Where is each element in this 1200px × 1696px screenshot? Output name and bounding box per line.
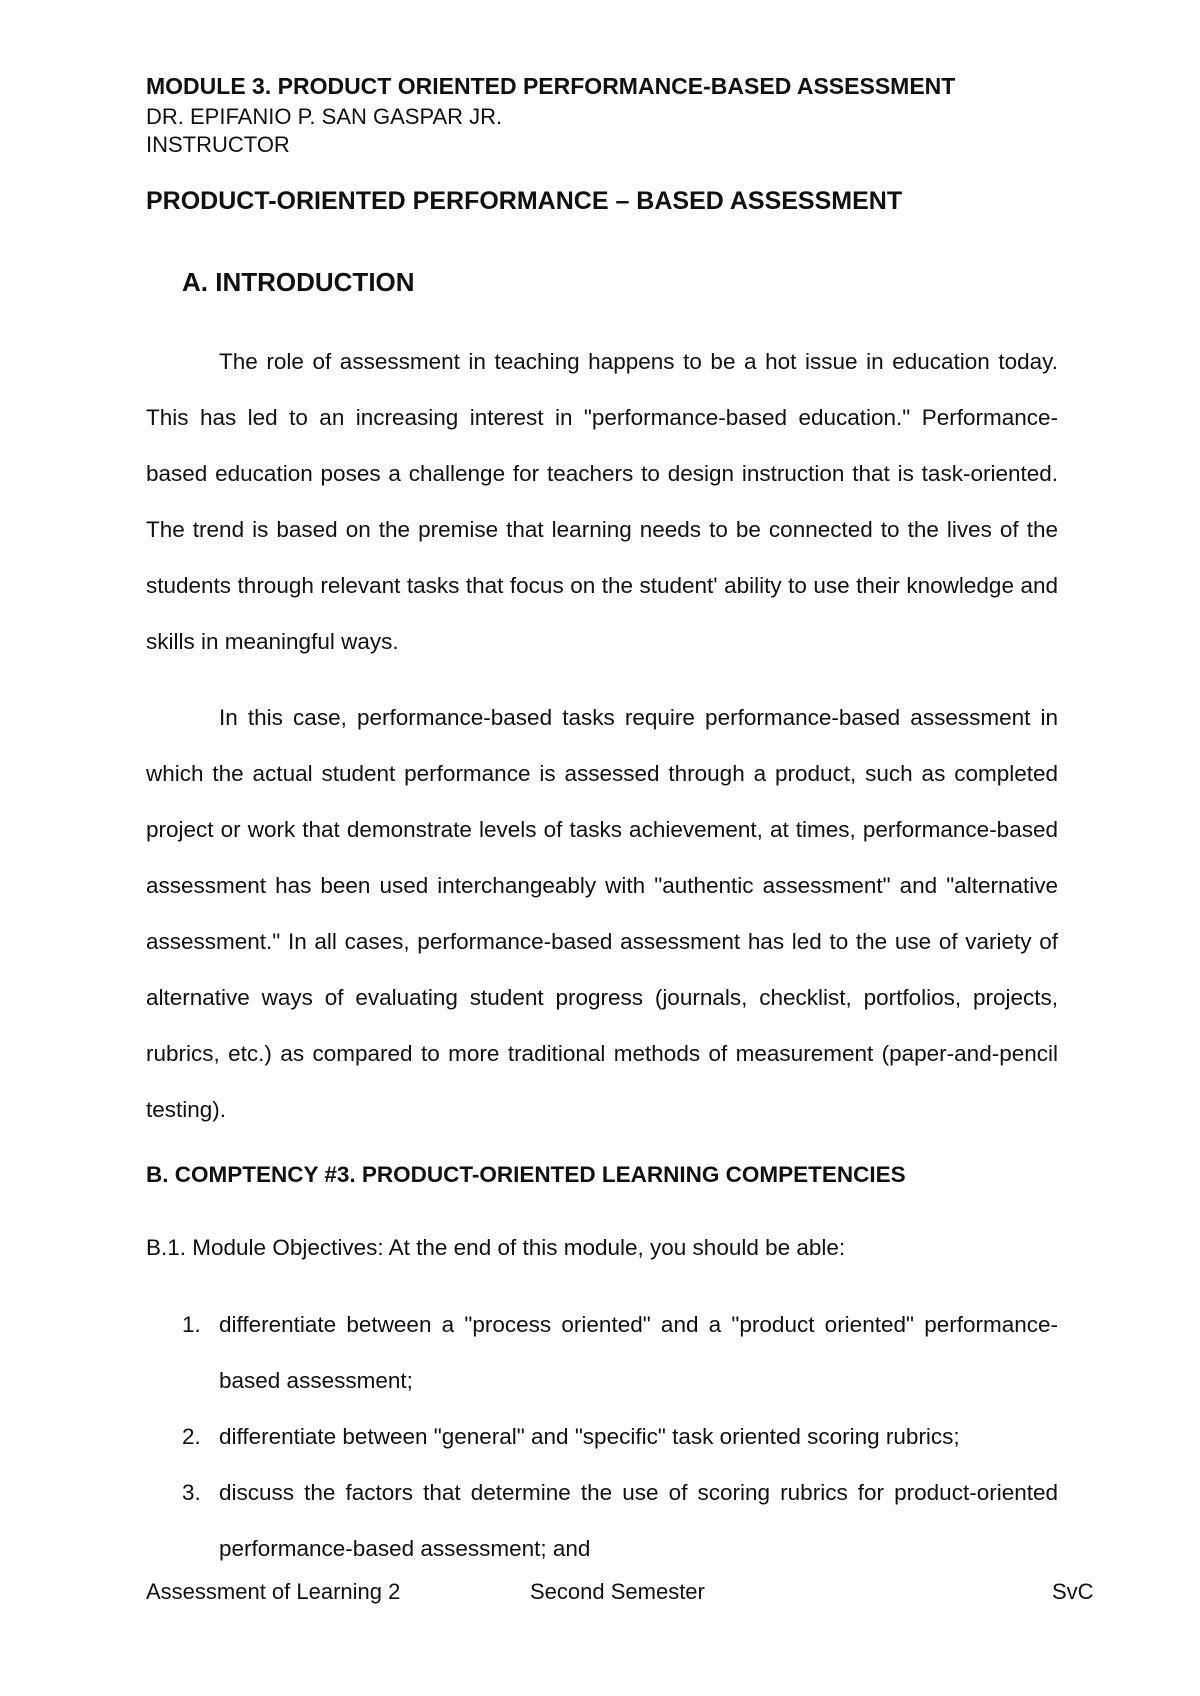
list-item-text: differentiate between a "process oriented" and a "product oriented" performance-based assessment;: [219, 1312, 1058, 1393]
objectives-list: [146, 1297, 1058, 1577]
footer-school: SvC: [1052, 1579, 1094, 1604]
intro-paragraph-1: The role of assessment in teaching happens to be a hot issue in education today. This has led to an increasing interest in "performance-based education." Performance-based education poses a challenge for teachers to design instruction that is task-oriented. The trend is based on the premise that learning needs to be connected to the lives of the students through relevant tasks that focus on the student' ability to use their knowledge and skills in meaningful ways.: [146, 349, 1058, 654]
instructor-role: INSTRUCTOR: [146, 132, 290, 157]
footer-course: Assessment of Learning 2: [146, 1579, 401, 1604]
list-item: [146, 1465, 1058, 1577]
instructor-name: DR. EPIFANIO P. SAN GASPAR JR.: [146, 104, 503, 129]
section-a-heading: A. INTRODUCTION: [182, 267, 415, 297]
list-item-text: discuss the factors that determine the use of scoring rubrics for product-oriented performance-based assessment; and: [219, 1480, 1058, 1561]
module-title: MODULE 3. PRODUCT ORIENTED PERFORMANCE-BASED ASSESSMENT: [146, 73, 956, 99]
list-item-number: 3.: [182, 1480, 201, 1505]
list-item: [146, 1297, 1058, 1409]
objectives-intro: B.1. Module Objectives: At the end of this module, you should be able:: [146, 1235, 846, 1260]
list-item-number: 1.: [182, 1312, 201, 1337]
section-b-heading: B. COMPTENCY #3. PRODUCT-ORIENTED LEARNING COMPETENCIES: [146, 1162, 906, 1187]
list-item: [146, 1409, 1058, 1465]
list-item-number: 2.: [182, 1424, 201, 1449]
footer-semester: Second Semester: [530, 1579, 705, 1604]
intro-paragraph-2: In this case, performance-based tasks require performance-based assessment in which the actual student performance is assessed through a product, such as completed project or work that demonstrate levels of tasks achievement, at times, performance-based assessment has been used interchangeably with "authentic assessment" and "alternative assessment." In all cases, performance-based assessment has led to the use of variety of alternative ways of evaluating student progress (journals, checklist, portfolios, projects, rubrics, etc.) as compared to more traditional methods of measurement (paper-and-pencil testing).: [146, 705, 1058, 1122]
list-item-text: differentiate between "general" and "specific" task oriented scoring rubrics;: [219, 1424, 960, 1449]
page-title: PRODUCT-ORIENTED PERFORMANCE – BASED ASSESSMENT: [146, 187, 903, 215]
